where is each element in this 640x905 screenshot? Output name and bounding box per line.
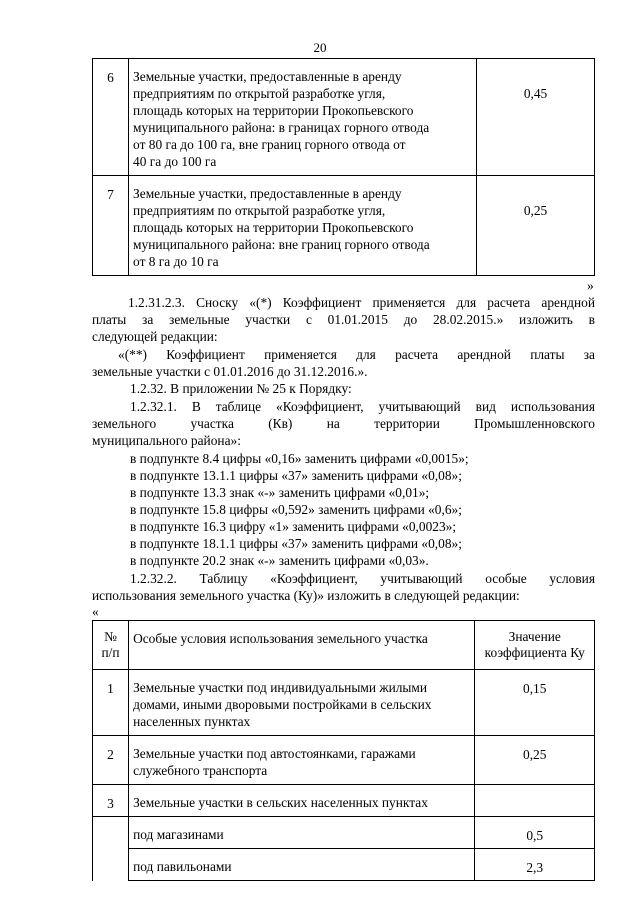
list-item: в подпункте 13.3 знак «-» заменить цифрами «0,01»; (130, 485, 430, 500)
list-item: в подпункте 20.2 знак «-» заменить цифрами «0,03». (130, 553, 429, 568)
row-value: 0,45 (477, 59, 595, 176)
row-value: 0,5 (475, 817, 595, 849)
paragraph-line: следующей редакции: (92, 329, 218, 344)
paragraph-appendix-25: 1.2.32. В приложении № 25 к Порядку: (130, 381, 352, 396)
list-item: в подпункте 18.1.1 цифры «37» заменить цифрами «0,08»; (130, 536, 462, 551)
row-description-line: 40 га до 100 га (133, 154, 217, 169)
opening-quote: « (92, 604, 99, 619)
paragraph-line: муниципального района»: (92, 433, 241, 448)
table-row (93, 670, 595, 736)
row-description-line: Земельные участки, предоставленные в аренду (133, 69, 402, 84)
row-value: 2,3 (475, 849, 595, 881)
header-number (93, 621, 129, 670)
row-description: под магазинами (129, 817, 475, 849)
table-row (93, 736, 595, 785)
header-value-line: коэффициента Ку (484, 645, 585, 660)
row-description-line: муниципального района: в границах горного отвода (133, 120, 430, 135)
table-row (93, 59, 595, 176)
paragraph-table-kv (92, 398, 595, 449)
paragraph-table-ku (92, 570, 595, 604)
row-value: 0,25 (475, 736, 595, 785)
paragraph-line: 1.2.32.1. В таблице «Коэффициент, учитывающий вид использования (130, 399, 595, 414)
header-value-line: Значение (508, 629, 561, 644)
row-description-line: служебного транспорта (133, 763, 268, 778)
paragraph-line: использования земельного участка (Ку)» изложить в следующей редакции: (92, 588, 520, 603)
paragraph-line: платы за земельные участки с 01.01.2015 до 28.02.2015.» изложить в (92, 312, 595, 327)
header-number-line: № (104, 629, 117, 644)
row-description-line: населенных пунктах (133, 714, 251, 729)
row-description-line: предприятиям по открытой разработке угля, (133, 86, 386, 101)
row-description-line: от 80 га до 100 га, вне границ горного отвода от (133, 137, 406, 152)
closing-quote: » (587, 278, 594, 293)
table-row (93, 176, 595, 276)
row-number: 7 (93, 176, 129, 276)
header-description: Особые условия использования земельного участка (129, 621, 475, 670)
row-number: 1 (93, 670, 129, 736)
row-description-line: площадь которых на территории Прокопьевского (133, 220, 414, 235)
coefficient-table-ku (92, 620, 595, 881)
paragraph-footnote-change (92, 294, 595, 345)
row-description (129, 670, 475, 736)
paragraph-line: 1.2.31.2.3. Сноску «(*) Коэффициент применяется для расчета арендной (128, 295, 595, 310)
row-description-line: предприятиям по открытой разработке угля, (133, 203, 386, 218)
list-item: в подпункте 8.4 цифры «0,16» заменить цифрами «0,0015»; (130, 451, 469, 466)
row-number: 2 (93, 736, 129, 785)
row-description-line: домами, иными дворовыми постройками в сельских (133, 697, 432, 712)
row-description-line: Земельные участки под автостоянками, гаражами (133, 746, 416, 761)
row-description (129, 59, 477, 176)
row-description: Земельные участки в сельских населенных пунктах (129, 785, 475, 817)
header-value (475, 621, 595, 670)
paragraph-line: земельного участка (Кв) на территории Промышленновского (92, 416, 595, 431)
page-number: 20 (313, 40, 327, 55)
paragraph-line: «(**) Коэффициент применяется для расчета арендной платы за (118, 347, 595, 362)
coefficient-table-top (92, 58, 595, 276)
row-description-line: муниципального района: вне границ горного отвода (133, 237, 430, 252)
list-item: в подпункте 15.8 цифры «0,592» заменить цифрами «0,6»; (130, 502, 462, 517)
row-description (129, 176, 477, 276)
table-row (93, 849, 595, 881)
row-number-empty (93, 817, 129, 849)
row-number: 3 (93, 785, 129, 817)
table-row (93, 817, 595, 849)
table-header-row (93, 621, 595, 670)
row-number-empty (93, 849, 129, 881)
row-value: 0,25 (477, 176, 595, 276)
row-number: 6 (93, 59, 129, 176)
header-number-line: п/п (101, 645, 120, 660)
list-item: в подпункте 16.3 цифру «1» заменить цифрами «0,0023»; (130, 519, 457, 534)
table-row (93, 785, 595, 817)
paragraph-line: 1.2.32.2. Таблицу «Коэффициент, учитывающий особые условия (130, 571, 595, 586)
paragraph-footnote-new (92, 346, 595, 380)
row-description-line: Земельные участки, предоставленные в аренду (133, 186, 402, 201)
row-value (475, 785, 595, 817)
row-description-line: площадь которых на территории Прокопьевского (133, 103, 414, 118)
row-value: 0,15 (475, 670, 595, 736)
row-description: под павильонами (129, 849, 475, 881)
row-description (129, 736, 475, 785)
row-description-line: от 8 га до 10 га (133, 254, 219, 269)
paragraph-line: земельные участки с 01.01.2016 до 31.12.2016.». (92, 364, 368, 379)
list-item: в подпункте 13.1.1 цифры «37» заменить цифрами «0,08»; (130, 468, 462, 483)
row-description-line: Земельные участки под индивидуальными жилыми (133, 680, 428, 695)
